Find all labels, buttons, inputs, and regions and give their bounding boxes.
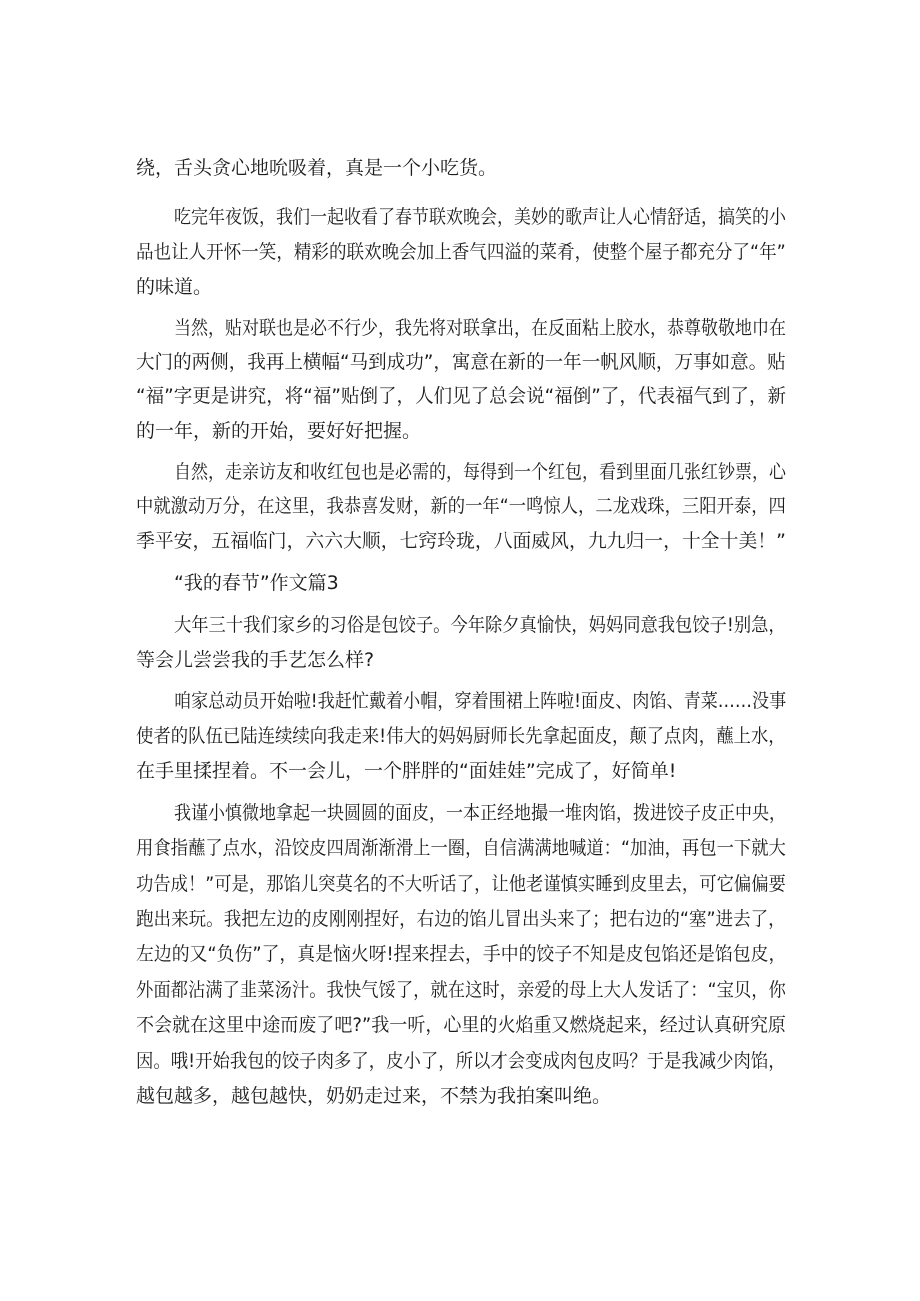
text-line: “福”字更是讲究，将“福”贴倒了，人们见了总会说“福倒”了，代表福气到了，新: [136, 385, 787, 407]
text-line: 咱家总动员开始啦!我赶忙戴着小帽，穿着围裙上阵啦!面皮、肉馅、青菜……没事: [174, 690, 787, 712]
text-line: 外面都沾满了韭菜汤汁。我快气馁了，就在这时，亲爱的母上大人发话了：“宝贝，你: [136, 979, 786, 1001]
text-line: 跑出来玩。我把左边的皮刚刚捏好，右边的馅儿冒出头来了；把右边的“塞”进去了，: [136, 908, 786, 930]
text-line: 因。哦!开始我包的饺子肉多了，皮小了，所以才会变成肉包皮吗？于是我减少肉馅，: [136, 1050, 786, 1072]
text-line: 功告成！”可是，那馅儿突莫名的不大听话了，让他老谨慎实睡到皮里去，可它偏偏要: [136, 873, 786, 895]
text-line: 左边的又“负伤”了，真是恼火呀!捏来捏去，手中的饺子不知是皮包馅还是馅包皮，: [136, 943, 787, 965]
text-line: 自然，走亲访友和收红包也是必需的，每得到一个红包，看到里面几张红钞票，心: [174, 461, 787, 483]
text-line: 越包越多，越包越快，奶奶走过来，不禁为我拍案叫绝。: [136, 1085, 612, 1107]
text-line: 当然，贴对联也是必不行少，我先将对联拿出，在反面粘上胶水，恭尊敬敬地巾在: [174, 317, 787, 339]
text-line: 绕，舌头贪心地吮吸着，真是一个小吃货。: [136, 157, 498, 179]
text-line: 的味道。: [136, 276, 213, 298]
text-line: 大门的两侧，我再上横幅“马到成功”，寓意在新的一年一帆风顺，万事如意。贴: [136, 351, 786, 373]
text-line: 等会儿尝尝我的手艺怎么样?: [136, 649, 375, 671]
text-line: 吃完年夜饭，我们一起收看了春节联欢晚会，美妙的歌声让人心情舒适，搞笑的小: [174, 206, 787, 228]
text-line: 用食指蘸了点水，沿饺皮四周渐渐滑上一圈，自信满满地喊道：“加油，再包一下就大: [136, 837, 786, 859]
text-line: 大年三十我们家乡的习俗是包饺子。今年除夕真愉快，妈妈同意我包饺子!别急，: [174, 614, 786, 636]
text-line: 我谨小慎微地拿起一块圆圆的面皮，一本正经地撮一堆肉馅，拨进饺子皮正中央，: [174, 802, 787, 824]
text-line: 季平安，五福临门，六六大顺，七窍玲珑，八面威风，九九归一，十全十美！”: [136, 530, 786, 552]
text-line: 在手里揉捏着。不一会儿，一个胖胖的“面娃娃”完成了，好简单!: [136, 760, 677, 782]
text-line: 不会就在这里中途而废了吧?”我一听，心里的火焰重又燃烧起来，经过认真研究原: [136, 1014, 786, 1036]
text-line: 的一年，新的开始，要好好把握。: [136, 420, 422, 442]
text-line: 品也让人开怀一笑，精彩的联欢晚会加上香气四溢的菜肴，使整个屋子都充分了“年”: [136, 241, 786, 263]
section-heading: “我的春节”作文篇3: [174, 572, 339, 594]
text-line: 中就激动万分，在这里，我恭喜发财，新的一年“一鸣惊人，二龙戏珠，三阳开泰，四: [136, 495, 786, 517]
text-line: 使者的队伍已陆连续续向我走来!伟大的妈妈厨师长先拿起面皮，颠了点肉，蘸上水，: [136, 725, 786, 747]
